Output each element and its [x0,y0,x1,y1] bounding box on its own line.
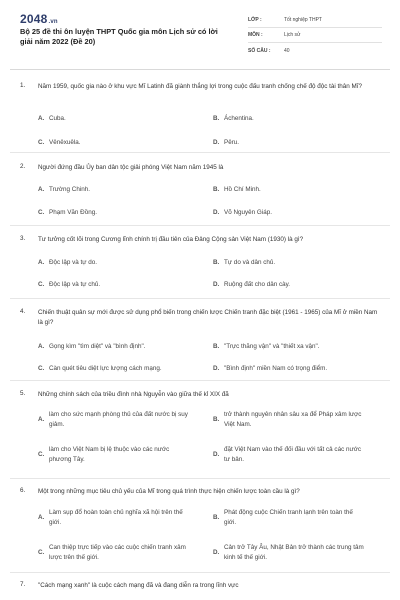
option-text: Phạm Văn Đồng. [49,209,97,216]
meta-label: LỚP : [248,17,262,23]
question-divider [10,152,390,153]
option-text: Áchentina. [224,115,254,122]
logo-suffix: .vn [48,19,58,25]
option-text: Gọng kìm "tìm diệt" và "bình định". [49,343,146,350]
option-text: Càn quét tiêu diệt lực lượng cách mạng. [49,365,162,372]
option-letter: A. [38,186,45,193]
option-letter: B. [213,259,220,266]
option-text: Cuba. [49,115,66,122]
option-letter: C. [38,139,45,146]
option-letter: A. [38,343,45,350]
option-text: Hồ Chí Minh. [224,186,261,193]
option-text: Làm sụp đổ hoàn toàn chủ nghĩa xã hội trên thế giới. [49,509,183,526]
question-divider [10,380,390,381]
option-text: Trường Chinh. [49,186,91,193]
question-text: Người đứng đầu Ủy ban dân tộc giải phóng Việt Nam năm 1945 là [38,164,224,171]
question-divider [10,478,390,479]
option-letter: B. [213,115,220,122]
option-letter: D. [213,209,220,216]
option-text: Can thiệp trực tiếp vào các cuộc chiến tranh xâm lược trên thế giới. [49,544,186,561]
question-divider [10,298,390,299]
question-number: 3. [20,235,26,242]
option-letter: A. [38,415,45,423]
option-text: Phát động cuộc Chiến tranh lạnh trên toàn thế giới. [224,509,353,526]
option-letter: B. [213,415,220,423]
option-text: Độc lập và tự do. [49,259,97,266]
question-text: Những chính sách của triều đình nhà Nguyễn vào giữa thế kỉ XIX đã [38,391,229,398]
option-text: đặt Việt Nam vào thế đối đầu với tất cả các nước tư bản. [224,446,361,463]
question-divider [10,225,390,226]
question-number: 7. [20,581,26,588]
meta-value: Lịch sử [284,32,301,38]
question-number: 4. [20,308,26,315]
option-text: Pêru. [224,139,240,146]
option-text: làm cho sức mạnh phòng thủ của đất nước bị suy giảm. [49,411,188,428]
question-text: Tư tưởng cốt lõi trong Cương lĩnh chính trị đầu tiên của Đảng Cộng sản Việt Nam (1930) là gì? [38,236,304,243]
option-letter: D. [213,365,220,372]
question-number: 6. [20,487,26,494]
meta-label: MÔN : [248,32,263,38]
meta-value: Tốt nghiệp THPT [284,17,322,23]
option-letter: D. [213,139,220,146]
option-text: "Bình định" miền Nam có trọng điểm. [224,365,328,372]
option-text: Tự do và dân chủ. [224,259,276,266]
option-text: Ruộng đất cho dân cày. [224,281,291,288]
option-text: làm cho Việt Nam bị lệ thuộc vào các nước phương Tây. [49,446,170,463]
logo-text: 2048 [20,12,48,26]
meta-label: SỐ CÂU : [248,47,271,54]
option-letter: B. [213,343,220,350]
option-text: Cản trở Tây Âu, Nhật Bản trở thành các trung tâm kinh tế thế giới. [224,544,364,561]
question-text: "Cách mạng xanh" là cuộc cách mạng đã và đang diễn ra trong lĩnh vực [38,582,239,589]
option-letter: A. [38,513,45,521]
option-text: Võ Nguyên Giáp. [224,209,272,216]
question-text: Một trong những mục tiêu chủ yếu của Mĩ trong quá trình thực hiện chiến lược toàn cầu là gì? [38,488,300,495]
option-text: trở thành nguyên nhân sâu xa để Pháp xâm lược Việt Nam. [224,411,362,428]
option-letter: A. [38,259,45,266]
option-letter: C. [38,365,45,372]
question-number: 5. [20,390,26,397]
question-text: Chiến thuật quân sự mới được sử dụng phổ biến trong chiến lược Chiến tranh đặc biệt (1961 - 1965) của Mĩ ở miền Nam là gì? [38,309,378,326]
question-number: 1. [20,82,26,89]
question-divider [10,572,390,573]
option-letter: C. [38,209,45,216]
question-text: Năm 1959, quốc gia nào ở khu vực Mĩ Latinh đã giành thắng lợi trong cuộc đấu tranh chống chế độ độc tài thân Mĩ? [38,83,363,90]
option-letter: D. [213,281,220,288]
option-letter: C. [38,548,45,556]
option-letter: C. [38,281,45,288]
option-text: "Trực thăng vận" và "thiết xa vận". [224,343,320,350]
question-number: 2. [20,163,26,170]
option-letter: A. [38,115,45,122]
option-letter: C. [38,450,45,458]
meta-value: 40 [284,47,290,54]
option-letter: B. [213,186,220,193]
option-text: Độc lập và tự chủ. [49,281,101,288]
option-letter: D. [213,450,220,458]
option-text: Vênêxuêla. [49,139,81,146]
document-title: Bộ 25 đề thi ôn luyện THPT Quốc gia môn Lịch sử có lời giải năm 2022 (Đề 20) [20,27,218,46]
option-letter: B. [213,513,220,521]
option-letter: D. [213,548,220,556]
